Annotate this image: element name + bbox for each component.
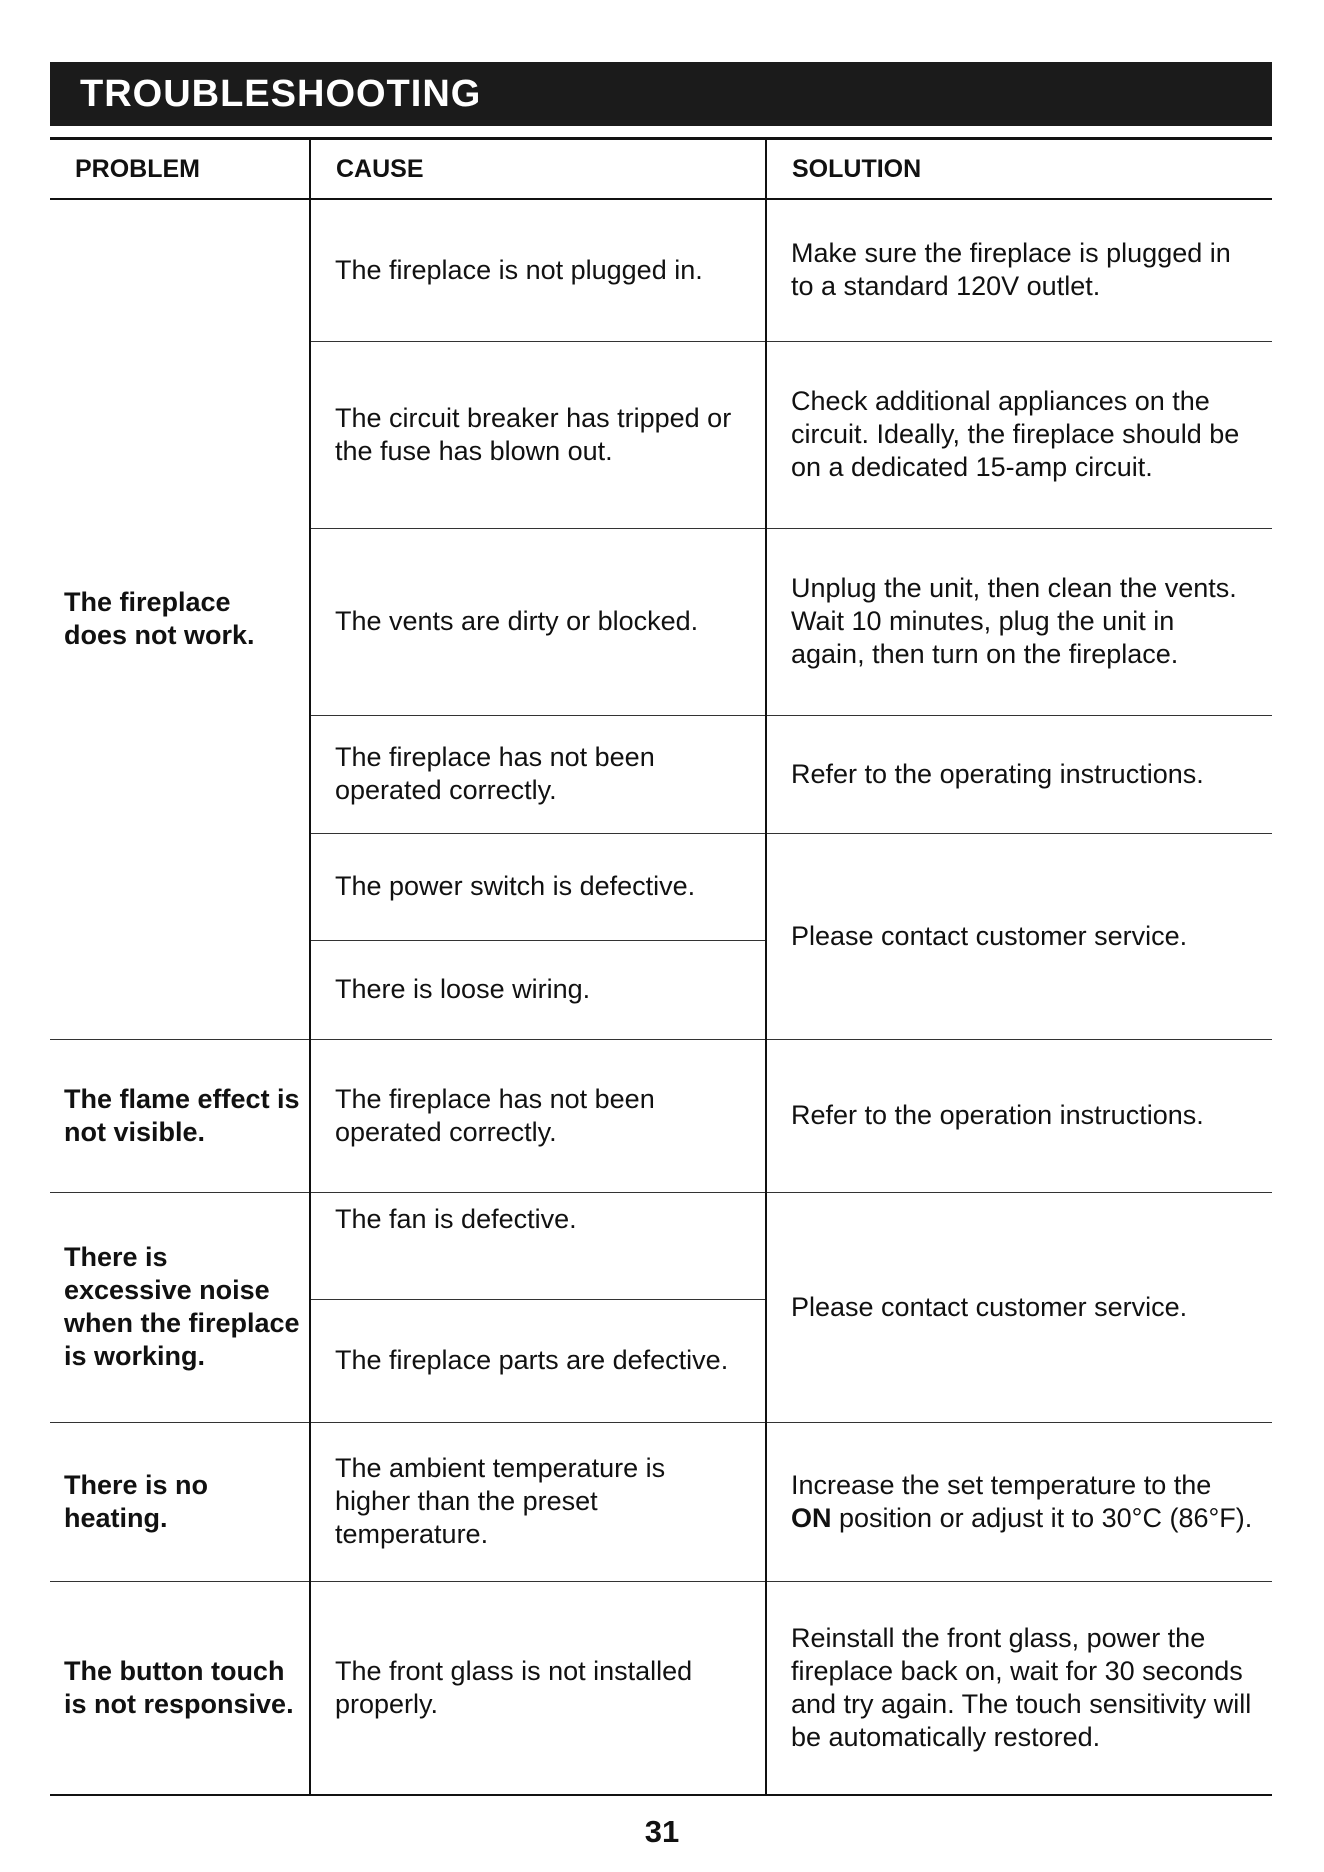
solution-cell: Refer to the operating instructions. [766,715,1272,833]
cause-cell: The fireplace parts are defective. [310,1299,766,1422]
page-title: TROUBLESHOOTING [50,62,1272,126]
problem-cell: There is no heating. [50,1422,310,1581]
solution-emphasis: ON [791,1502,832,1533]
solution-cell: Unplug the unit, then clean the vents. Wait 10 minutes, plug the unit in again, then turn on the fireplace. [766,528,1272,715]
solution-cell [766,1422,1272,1581]
problem-cell: The flame effect is not visible. [50,1039,310,1192]
table-header-row [50,139,1272,200]
cause-cell: The fan is defective. [310,1192,766,1299]
solution-cell: Reinstall the front glass, power the fireplace back on, wait for 30 seconds and try again. The touch sensitivity will be automatically restored. [766,1581,1272,1795]
table-row [50,199,1272,341]
solution-cell: Please contact customer service. [766,833,1272,1039]
problem-cell: There is excessive noise when the fireplace is working. [50,1192,310,1422]
table-row [50,1039,1272,1192]
solution-cell: Make sure the fireplace is plugged in to a standard 120V outlet. [766,199,1272,341]
cause-cell: The fireplace has not been operated correctly. [310,1039,766,1192]
problem-cell: The button touch is not responsive. [50,1581,310,1795]
solution-cell: Please contact customer service. [766,1192,1272,1422]
table-row [50,1581,1272,1795]
cause-cell: The front glass is not installed properly. [310,1581,766,1795]
table-row [50,1422,1272,1581]
cause-cell: The circuit breaker has tripped or the fuse has blown out. [310,341,766,528]
cause-cell: The vents are dirty or blocked. [310,528,766,715]
solution-cell: Refer to the operation instructions. [766,1039,1272,1192]
troubleshooting-table [50,137,1272,1796]
cause-cell: The fireplace is not plugged in. [310,199,766,341]
problem-cell: The fireplace does not work. [50,199,310,1039]
cause-cell: The fireplace has not been operated correctly. [310,715,766,833]
header-problem: PROBLEM [50,139,310,200]
solution-text: Increase the set temperature to the [791,1469,1212,1500]
cause-cell: There is loose wiring. [310,940,766,1039]
table-row [50,1192,1272,1299]
cause-cell: The ambient temperature is higher than the preset temperature. [310,1422,766,1581]
cause-cell: The power switch is defective. [310,833,766,940]
solution-cell: Check additional appliances on the circuit. Ideally, the fireplace should be on a dedicated 15-amp circuit. [766,341,1272,528]
page-number: 31 [644,1814,680,1849]
header-solution: SOLUTION [766,139,1272,200]
header-cause: CAUSE [310,139,766,200]
solution-text: position or adjust it to 30°C (86°F). [831,1502,1253,1533]
